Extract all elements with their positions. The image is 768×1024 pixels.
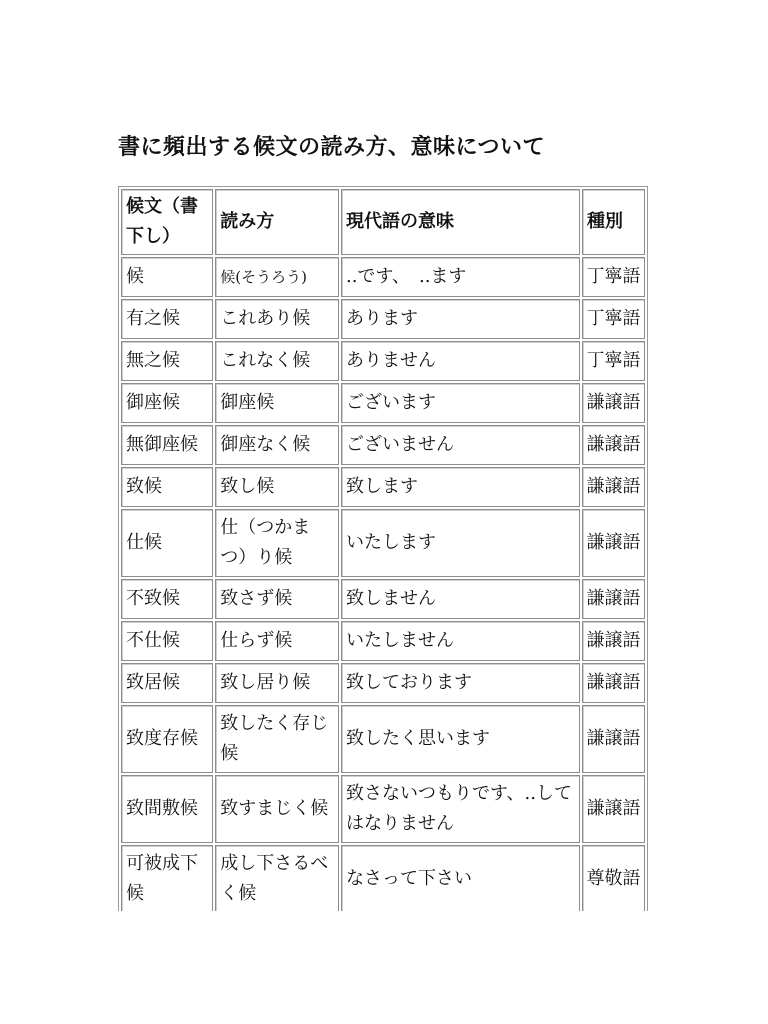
table-row bbox=[121, 341, 645, 381]
cell-meaning: ありません bbox=[341, 341, 580, 381]
cell-yomi: これなく候 bbox=[215, 341, 339, 381]
table-row bbox=[121, 383, 645, 423]
cell-yomi: 御座なく候 bbox=[215, 425, 339, 465]
cell-meaning: ..です、 ..ます bbox=[341, 257, 580, 297]
cell-kind: 丁寧語 bbox=[582, 299, 645, 339]
table-row bbox=[121, 663, 645, 703]
cell-kobun: 不仕候 bbox=[121, 621, 213, 661]
cell-kobun: 致間敷候 bbox=[121, 775, 213, 843]
cell-meaning: あります bbox=[341, 299, 580, 339]
cell-kind: 謙譲語 bbox=[582, 467, 645, 507]
cell-kind: 謙譲語 bbox=[582, 383, 645, 423]
kobun-table bbox=[119, 187, 647, 911]
table-row bbox=[121, 705, 645, 773]
cell-kind: 謙譲語 bbox=[582, 621, 645, 661]
cell-kobun: 候 bbox=[121, 257, 213, 297]
cell-yomi: 致すまじく候 bbox=[215, 775, 339, 843]
table-row bbox=[121, 467, 645, 507]
table-row bbox=[121, 257, 645, 297]
table-row bbox=[121, 775, 645, 843]
cell-yomi: 致し居り候 bbox=[215, 663, 339, 703]
cell-kobun: 無之候 bbox=[121, 341, 213, 381]
cell-yomi: 仕（つかまつ）り候 bbox=[215, 509, 339, 577]
cell-yomi: 仕らず候 bbox=[215, 621, 339, 661]
cell-kind: 謙譲語 bbox=[582, 509, 645, 577]
table-row bbox=[121, 509, 645, 577]
table-header-row bbox=[121, 189, 645, 255]
cell-kind: 謙譲語 bbox=[582, 663, 645, 703]
cell-meaning: なさって下さい bbox=[341, 845, 580, 911]
cell-kind: 丁寧語 bbox=[582, 257, 645, 297]
cell-kobun: 不致候 bbox=[121, 579, 213, 619]
cell-meaning: 致さないつもりです、..してはなりません bbox=[341, 775, 580, 843]
cell-kobun: 致居候 bbox=[121, 663, 213, 703]
header-meaning: 現代語の意味 bbox=[341, 189, 580, 255]
cell-kobun: 可被成下候 bbox=[121, 845, 213, 911]
table-row bbox=[121, 845, 645, 911]
cell-kind: 謙譲語 bbox=[582, 705, 645, 773]
cell-kobun: 致候 bbox=[121, 467, 213, 507]
cell-yomi: これあり候 bbox=[215, 299, 339, 339]
cell-yomi: 致したく存じ候 bbox=[215, 705, 339, 773]
cell-meaning: ございません bbox=[341, 425, 580, 465]
header-kind: 種別 bbox=[582, 189, 645, 255]
cell-kind: 尊敬語 bbox=[582, 845, 645, 911]
cell-kobun: 仕候 bbox=[121, 509, 213, 577]
page-title: 書に頻出する候文の読み方、意味について bbox=[118, 134, 546, 160]
cell-kind: 謙譲語 bbox=[582, 579, 645, 619]
cell-meaning: ございます bbox=[341, 383, 580, 423]
cell-kobun: 無御座候 bbox=[121, 425, 213, 465]
table-row bbox=[121, 299, 645, 339]
cell-meaning: 致しません bbox=[341, 579, 580, 619]
table-row bbox=[121, 425, 645, 465]
cell-yomi: 致し候 bbox=[215, 467, 339, 507]
cell-kind: 謙譲語 bbox=[582, 425, 645, 465]
cell-meaning: 致したく思います bbox=[341, 705, 580, 773]
cell-meaning: いたします bbox=[341, 509, 580, 577]
cell-meaning: 致します bbox=[341, 467, 580, 507]
header-kobun: 候文（書下し） bbox=[121, 189, 213, 255]
cell-yomi: 致さず候 bbox=[215, 579, 339, 619]
cell-meaning: いたしません bbox=[341, 621, 580, 661]
cell-yomi: 御座候 bbox=[215, 383, 339, 423]
cell-kobun: 致度存候 bbox=[121, 705, 213, 773]
header-yomi: 読み方 bbox=[215, 189, 339, 255]
table-row bbox=[121, 621, 645, 661]
cell-kobun: 御座候 bbox=[121, 383, 213, 423]
cell-yomi: 成し下さるべく候 bbox=[215, 845, 339, 911]
cell-kind: 謙譲語 bbox=[582, 775, 645, 843]
cell-kobun: 有之候 bbox=[121, 299, 213, 339]
cell-meaning: 致しております bbox=[341, 663, 580, 703]
cell-kind: 丁寧語 bbox=[582, 341, 645, 381]
cell-yomi: 候(そうろう) bbox=[215, 257, 339, 297]
kobun-table-container bbox=[118, 186, 648, 911]
table-row bbox=[121, 579, 645, 619]
